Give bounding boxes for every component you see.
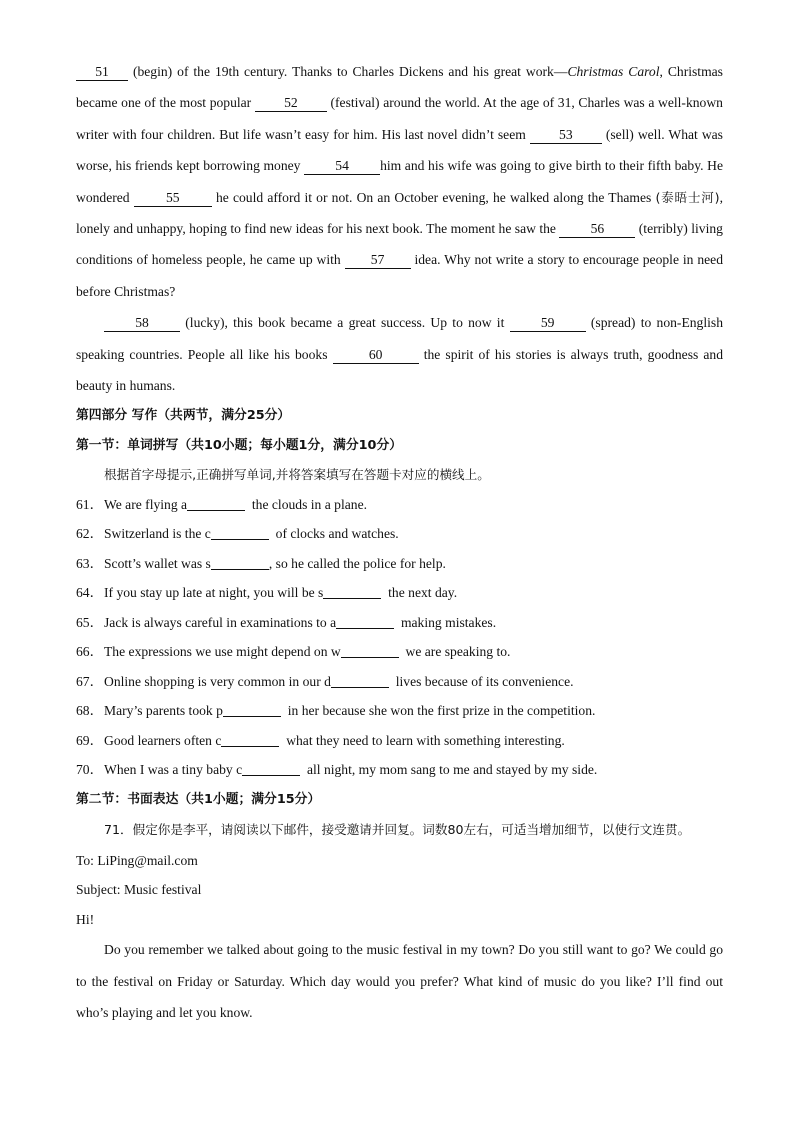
email-greeting: Hi! bbox=[76, 911, 95, 927]
question-text: The expressions we use might depend on w bbox=[104, 644, 341, 660]
question-64 bbox=[76, 578, 723, 608]
passage-text: him and his wife was going to give birth to their fifth baby. He wondered bbox=[76, 158, 723, 205]
answer-blank[interactable] bbox=[187, 496, 245, 511]
blank-56[interactable]: 56 bbox=[559, 221, 635, 238]
blank-51[interactable]: 51 bbox=[76, 64, 128, 81]
question-text: Good learners often c bbox=[104, 732, 222, 748]
answer-blank[interactable] bbox=[336, 614, 394, 629]
question-text: what they need to learn with something interesting. bbox=[279, 732, 565, 748]
question-63 bbox=[76, 549, 723, 579]
spelling-questions bbox=[76, 490, 723, 785]
answer-blank[interactable] bbox=[223, 702, 281, 717]
question-number: 61． bbox=[76, 496, 104, 512]
email-to: To: LiPing@mail.com bbox=[76, 852, 198, 868]
question-text: in her because she won the first prize in the competition. bbox=[280, 703, 596, 719]
passage-text: living conditions of homeless people, he came up with bbox=[76, 221, 723, 268]
blank-58[interactable]: 58 bbox=[104, 315, 180, 332]
question-text: Switzerland is the c bbox=[104, 526, 211, 542]
passage-text: of the 19th century. Thanks to Charles Dickens and his great work— bbox=[177, 64, 568, 79]
question-text: Jack is always careful in examinations to a bbox=[104, 614, 337, 630]
answer-blank[interactable] bbox=[221, 732, 279, 747]
blank-52[interactable]: 52 bbox=[255, 95, 327, 112]
passage-text: well. What was worse, his friends kept borrowing money bbox=[76, 126, 723, 174]
part4-title: 第四部分 写作（共两节，满分25分） bbox=[76, 408, 291, 424]
answer-blank[interactable] bbox=[341, 643, 399, 658]
passage-text: , this book became a great success. Up to now it bbox=[224, 315, 505, 331]
question-text: we are speaking to. bbox=[398, 644, 511, 660]
question-66 bbox=[76, 637, 723, 667]
question-number: 69． bbox=[76, 732, 104, 748]
question-65 bbox=[76, 608, 723, 638]
hint-festival: (festival) bbox=[330, 95, 380, 111]
question-text: lives because of its convenience. bbox=[388, 673, 574, 689]
passage-text: to non-English speaking countries. People all like his books bbox=[76, 315, 723, 362]
hint-thames: (泰晤士河) bbox=[655, 189, 720, 205]
blank-54[interactable]: 54 bbox=[304, 158, 380, 175]
question-text: all night, my mom sang to me and stayed by my side. bbox=[300, 762, 598, 778]
question-67 bbox=[76, 667, 723, 697]
answer-blank[interactable] bbox=[211, 525, 269, 540]
answer-blank[interactable] bbox=[242, 761, 300, 776]
question-text: the clouds in a plane. bbox=[245, 496, 368, 512]
passage-text: , lonely and unhappy, hoping to find new ideas for his next book. The moment he saw the bbox=[76, 189, 723, 237]
question-number: 66． bbox=[76, 644, 104, 660]
passage-text: he could afford it or not. On an October evening, he walked along the Thames bbox=[215, 189, 652, 205]
blank-60[interactable]: 60 bbox=[333, 347, 419, 364]
question-number: 67． bbox=[76, 673, 104, 689]
question-70 bbox=[76, 755, 723, 785]
answer-blank[interactable] bbox=[331, 673, 389, 688]
hint-spread: (spread) bbox=[590, 315, 636, 331]
question-text: When I was a tiny baby c bbox=[104, 762, 243, 778]
hint-terribly: (terribly) bbox=[638, 221, 688, 237]
question-number: 62． bbox=[76, 526, 104, 542]
question-68 bbox=[76, 696, 723, 726]
book-title: Christmas Carol bbox=[567, 64, 660, 79]
hint-begin: (begin) bbox=[132, 64, 173, 79]
question-number: 64． bbox=[76, 585, 104, 601]
passage-text: the spirit of his stories is always truth, goodness and beauty in humans. bbox=[76, 346, 724, 394]
question-61 bbox=[76, 490, 723, 520]
question-text: of clocks and watches. bbox=[268, 526, 399, 542]
question-62 bbox=[76, 519, 723, 549]
question-text: Scott’s wallet was s bbox=[104, 555, 211, 571]
question-number: 65． bbox=[76, 614, 104, 630]
passage-text: idea. Why not write a story to encourage people in need before Christmas? bbox=[76, 252, 723, 299]
hint-lucky: (lucky) bbox=[185, 315, 225, 331]
writing-prompt: 71．假定你是李平，请阅读以下邮件，接受邀请并回复。词数80左右，可适当增加细节，以使行文连贯。 bbox=[104, 822, 691, 838]
email-body: Do you remember we talked about going to the music festival in my town? Do you still want to go? We could go to the festival on Friday or Saturday. Which day would you prefer? What kind of music do you like? I’ll find out who’s playing and let you know. bbox=[76, 942, 723, 1021]
passage-paragraph-2 bbox=[76, 307, 723, 401]
answer-blank[interactable] bbox=[323, 584, 381, 599]
question-text: If you stay up late at night, you will be s bbox=[104, 585, 324, 601]
passage-paragraph-1 bbox=[76, 56, 723, 307]
question-number: 63． bbox=[76, 555, 104, 571]
blank-55[interactable]: 55 bbox=[134, 190, 212, 207]
question-69 bbox=[76, 726, 723, 756]
question-number: 68． bbox=[76, 703, 104, 719]
question-number: 70． bbox=[76, 762, 104, 778]
exam-page bbox=[76, 56, 723, 1029]
question-text: , so he called the police for help. bbox=[268, 555, 446, 571]
section2-title: 第二节：书面表达（共1小题；满分15分） bbox=[76, 791, 321, 807]
answer-blank[interactable] bbox=[211, 555, 269, 570]
hint-sell: (sell) bbox=[605, 126, 634, 142]
blank-57[interactable]: 57 bbox=[345, 252, 411, 269]
question-text: Online shopping is very common in our d bbox=[104, 673, 331, 689]
passage-text: around the world. At the age of 31, Charles was a well-known writer with four children. But life wasn’t easy for him. His last novel didn’t seem bbox=[76, 95, 723, 142]
section1-instruction: 根据首字母提示,正确拼写单词,并将答案填写在答题卡对应的横线上。 bbox=[104, 467, 490, 483]
passage-text: , Christmas became one of the most popular bbox=[76, 64, 723, 111]
question-text: We are flying a bbox=[104, 496, 188, 512]
question-text: making mistakes. bbox=[394, 614, 497, 630]
blank-59[interactable]: 59 bbox=[510, 315, 586, 332]
section1-title: 第一节：单词拼写（共10小题；每小题1分，满分10分） bbox=[76, 437, 403, 453]
question-text: the next day. bbox=[381, 585, 458, 601]
email-subject: Subject: Music festival bbox=[76, 882, 202, 898]
question-text: Mary’s parents took p bbox=[104, 703, 223, 719]
blank-53[interactable]: 53 bbox=[530, 127, 602, 144]
